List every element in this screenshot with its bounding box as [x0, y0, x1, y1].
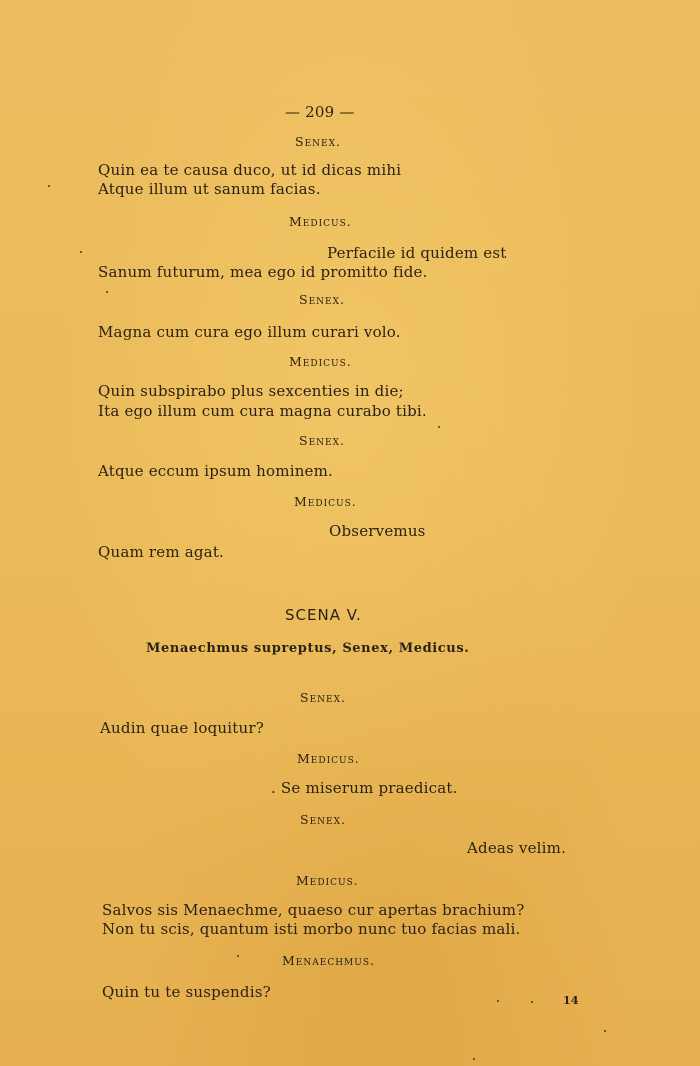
verse-line: Adeas velim.	[467, 839, 567, 857]
verse-line: Salvos sis Menaechme, quaeso cur apertas brachium?	[102, 901, 525, 919]
cast-list: Menaechmus supreptus, Senex, Medicus.	[146, 641, 470, 656]
speaker-heading: Senex.	[295, 134, 341, 149]
speaker-heading: Senex.	[299, 433, 345, 448]
speaker-heading: Senex.	[300, 690, 346, 705]
verse-line: Perfacile id quidem est	[327, 244, 507, 262]
verse-line: Magna cum cura ego illum curari volo.	[98, 323, 401, 341]
speaker-heading: Senex.	[300, 812, 346, 827]
speaker-heading: Medicus.	[296, 873, 359, 888]
ink-speck	[48, 185, 50, 187]
verse-line: Ita ego illum cum cura magna curabo tibi.	[98, 402, 427, 420]
ink-speck	[604, 1030, 606, 1032]
speaker-heading: Medicus.	[294, 494, 357, 509]
verse-line: . Se miserum praedicat.	[271, 779, 458, 797]
scene-heading: SCENA V.	[285, 606, 362, 624]
speaker-heading: Medicus.	[289, 214, 352, 229]
verse-line: Non tu scis, quantum isti morbo nunc tuo facias mali.	[102, 920, 521, 938]
ink-speck	[80, 251, 82, 253]
ink-speck	[237, 955, 239, 957]
verse-line: Atque illum ut sanum facias.	[98, 180, 321, 198]
speaker-heading: Medicus.	[289, 354, 352, 369]
ink-speck	[438, 426, 440, 428]
verse-line: Atque eccum ipsum hominem.	[98, 462, 334, 480]
speaker-heading: Medicus.	[297, 751, 360, 766]
verse-line: Quin subspirabo plus sexcenties in die;	[98, 382, 404, 400]
verse-line: Observemus	[329, 522, 426, 540]
speaker-heading: Senex.	[299, 292, 345, 307]
ink-speck	[497, 1000, 499, 1002]
signature-mark: 14	[563, 994, 579, 1007]
ink-speck	[531, 1001, 533, 1003]
ink-speck	[473, 1058, 475, 1060]
page-number: — 209 —	[285, 103, 355, 121]
verse-line: Quam rem agat.	[98, 543, 225, 561]
verse-line: Audin quae loquitur?	[100, 719, 264, 737]
speaker-heading: Menaechmus.	[282, 953, 375, 968]
ink-speck	[106, 291, 108, 293]
verse-line: Quin ea te causa duco, ut id dicas mihi	[98, 161, 402, 179]
verse-line: Quin tu te suspendis?	[102, 983, 271, 1001]
verse-line: Sanum futurum, mea ego id promitto fide.	[98, 263, 428, 281]
